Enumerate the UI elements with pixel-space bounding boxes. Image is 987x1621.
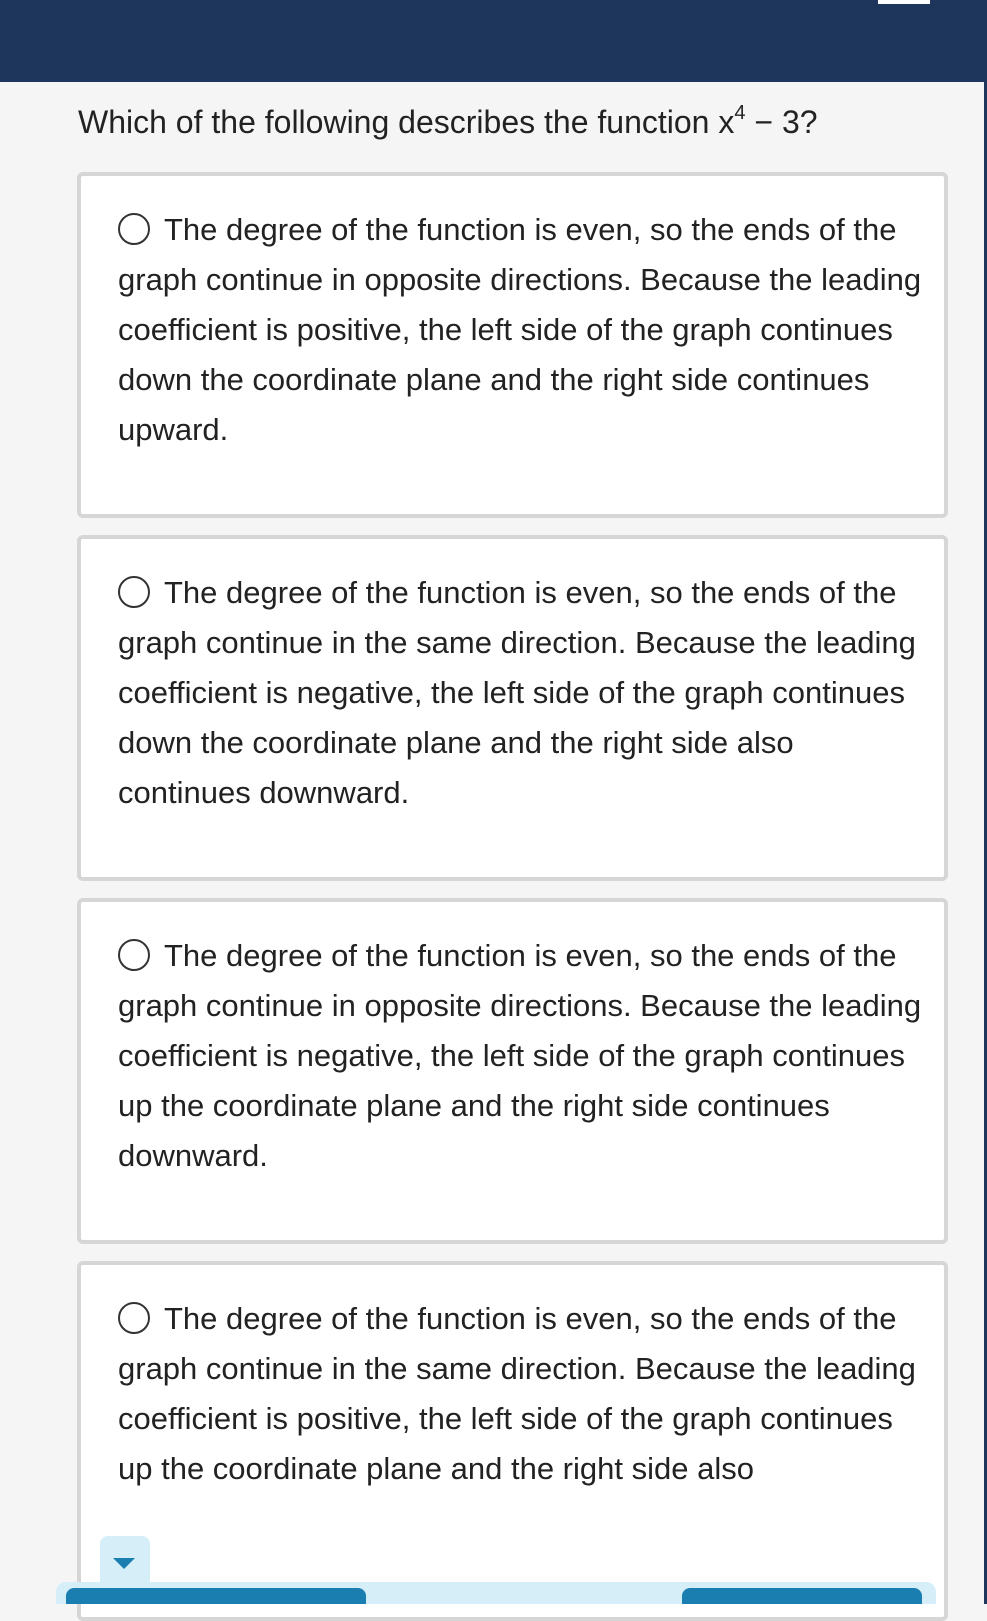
caret-down-icon [113, 1558, 135, 1569]
bottom-toolbar [56, 1582, 936, 1604]
answer-option-label: The degree of the function is even, so the ends of the graph continue in the same direction. Because the leading coefficient is positive, the left side of the graph continues up the coordinate plane and the right side also [118, 1301, 916, 1486]
question-prompt [78, 100, 938, 144]
expression-tail: − 3? [745, 104, 818, 140]
answer-option-4[interactable] [77, 1261, 948, 1621]
menu-icon[interactable] [878, 0, 930, 4]
expression-exponent: 4 [734, 102, 746, 125]
answer-option-label: The degree of the function is even, so the ends of the graph continue in opposite directions. Because the leading coefficient is negative, the left side of the graph continues up the coordinate plane and the right side continues downward. [118, 938, 922, 1173]
question-text: Which of the following describes the function [78, 104, 719, 140]
expression-base: x [718, 104, 735, 140]
answer-option-1[interactable] [77, 172, 948, 518]
answer-option-label: The degree of the function is even, so the ends of the graph continue in the same direction. Because the leading coefficient is negative, the left side of the graph continues down the coordinate plane and the right side also continues downward. [118, 575, 916, 810]
answer-option-2[interactable] [77, 535, 948, 881]
answer-option-label: The degree of the function is even, so the ends of the graph continue in opposite directions. Because the leading coefficient is positive, the left side of the graph continues down the coordinate plane and the right side continues upward. [118, 212, 922, 447]
top-header-bar [0, 0, 987, 82]
toolbar-right-button[interactable] [682, 1588, 922, 1604]
toolbar-left-button[interactable] [66, 1588, 366, 1604]
answer-option-3[interactable] [77, 898, 948, 1244]
